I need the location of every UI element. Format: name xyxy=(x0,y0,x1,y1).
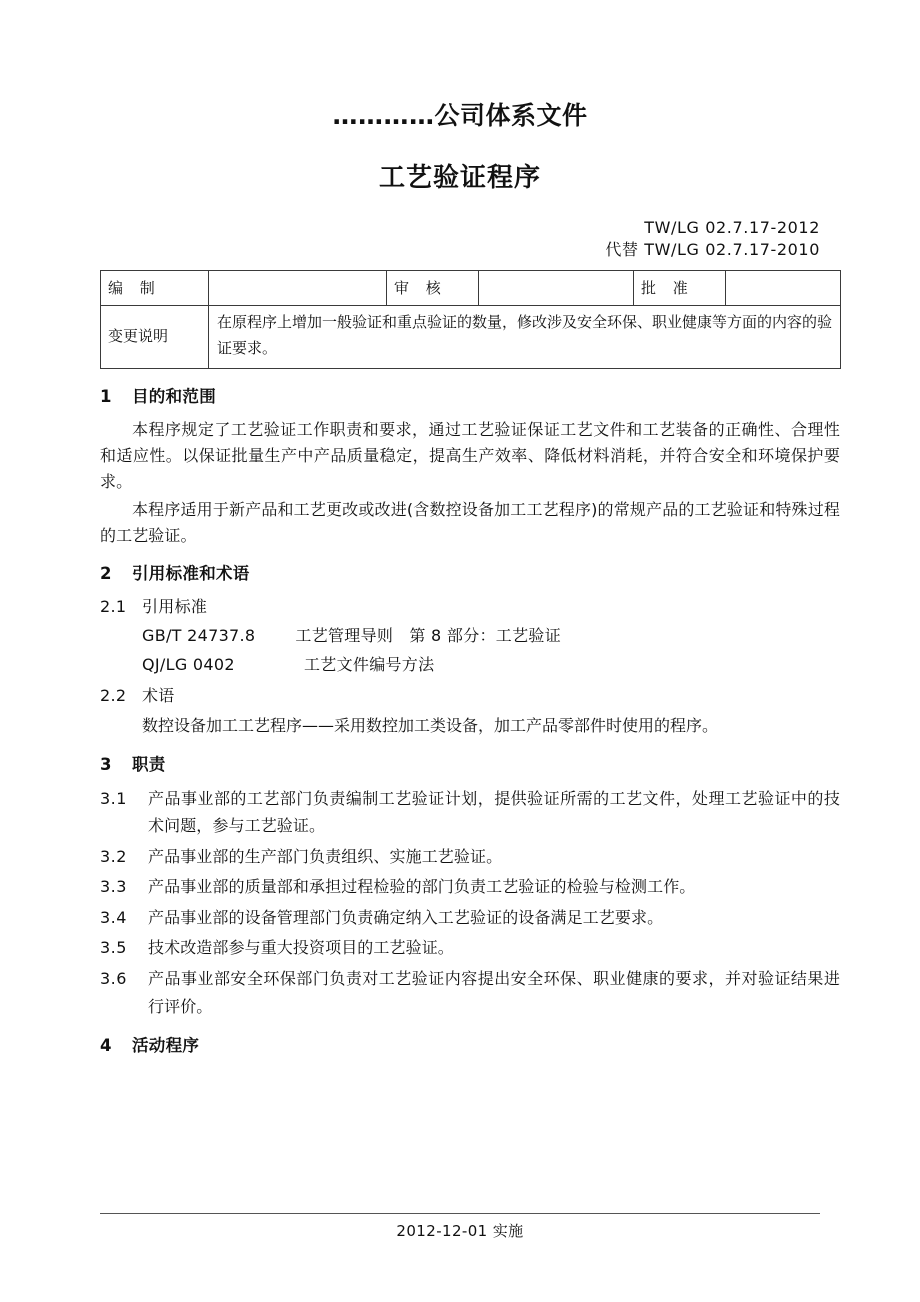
change-note-text: 在原程序上增加一般验证和重点验证的数量，修改涉及安全环保、职业健康等方面的内容的验证要求。 xyxy=(209,306,841,369)
section-number-2: 2 xyxy=(100,564,112,584)
reviewed-by-value[interactable] xyxy=(479,271,634,306)
list-item-index: 3.4 xyxy=(100,907,127,927)
signature-change-table xyxy=(100,270,841,369)
list-item-index: 3.2 xyxy=(100,846,127,866)
reference-standard-1-name: 工艺管理导则 第 8 部分：工艺验证 xyxy=(295,626,562,646)
subsection-title-2-1: 引用标准 xyxy=(142,596,208,616)
section-title-1: 目的和范围 xyxy=(132,386,216,406)
section-number-4: 4 xyxy=(100,1036,112,1056)
list-item xyxy=(100,934,840,962)
list-item-text: 技术改造部参与重大投资项目的工艺验证。 xyxy=(148,938,454,958)
approved-by-label: 批 准 xyxy=(634,271,726,306)
subsection-number-2-1: 2.1 xyxy=(100,596,127,616)
section-title-4: 活动程序 xyxy=(132,1036,200,1056)
document-code-block xyxy=(100,217,820,262)
list-item-text: 产品事业部的工艺部门负责编制工艺验证计划，提供验证所需的工艺文件，处理工艺验证中的技术问题，参与工艺验证。 xyxy=(148,788,840,836)
list-item xyxy=(100,965,840,1020)
page-footer xyxy=(100,1213,820,1243)
subsection-heading-2-2 xyxy=(100,684,840,709)
list-item-text: 产品事业部的生产部门负责组织、实施工艺验证。 xyxy=(148,846,503,866)
table-row-change-note xyxy=(101,306,841,369)
term-definition-1: 数控设备加工工艺程序——采用数控加工类设备，加工产品零部件时使用的程序。 xyxy=(142,715,719,735)
page-title: 工艺验证程序 xyxy=(378,163,541,194)
change-note-label: 变更说明 xyxy=(101,306,209,369)
section-1-paragraph-2: 本程序适用于新产品和工艺更改或改进(含数控设备加工工艺程序)的常规产品的工艺验证和特殊过程的工艺验证。 xyxy=(100,499,840,545)
list-item-index: 3.3 xyxy=(100,877,127,897)
section-heading-2 xyxy=(100,562,840,585)
reference-standard-2-name: 工艺文件编号方法 xyxy=(304,655,435,675)
list-item-index: 3.5 xyxy=(100,938,127,958)
document-code: TW/LG 02.7.17-2012 xyxy=(644,217,820,237)
section-1-paragraph-1: 本程序规定了工艺验证工作职责和要求，通过工艺验证保证工艺文件和工艺装备的正确性、合理性和适应性。以保证批量生产中产品质量稳定，提高生产效率、降低材料消耗，并符合安全和环境保护要求。 xyxy=(100,419,840,491)
list-item xyxy=(100,873,840,901)
reference-standard-2-code: QJ/LG 0402 xyxy=(142,655,235,675)
reference-standard-1 xyxy=(100,623,840,649)
list-item xyxy=(100,843,840,871)
document-header xyxy=(100,0,820,195)
list-item-index: 3.1 xyxy=(100,788,127,808)
subsection-title-2-2: 术语 xyxy=(142,686,175,706)
list-item xyxy=(100,785,840,840)
section-title-3: 职责 xyxy=(132,754,166,774)
list-item-text: 产品事业部的质量部和承担过程检验的部门负责工艺验证的检验与检测工作。 xyxy=(148,877,696,897)
list-item-index: 3.6 xyxy=(100,969,127,988)
reference-standard-1-code: GB/T 24737.8 xyxy=(142,626,256,646)
section-number-1: 1 xyxy=(100,386,112,406)
section-heading-4 xyxy=(100,1034,840,1057)
subsection-heading-2-1 xyxy=(100,595,840,620)
table-row-signatures xyxy=(101,271,841,306)
approved-by-value[interactable] xyxy=(726,271,841,306)
prepared-by-label: 编 制 xyxy=(101,271,209,306)
list-item-text: 产品事业部安全环保部门负责对工艺验证内容提出安全环保、职业健康的要求，并对验证结果进行评价。 xyxy=(148,969,840,1016)
footer-divider xyxy=(100,1213,820,1214)
footer-effective-date: 2012-12-01 实施 xyxy=(396,1221,524,1240)
company-system-file-line: …………公司体系文件 xyxy=(332,101,588,130)
section-title-2: 引用标准和术语 xyxy=(132,564,250,584)
section-heading-1 xyxy=(100,385,840,408)
document-body xyxy=(100,385,840,1057)
subsection-number-2-2: 2.2 xyxy=(100,686,127,706)
list-item-text: 产品事业部的设备管理部门负责确定纳入工艺验证的设备满足工艺要求。 xyxy=(148,907,664,927)
prepared-by-value[interactable] xyxy=(209,271,387,306)
section-heading-3 xyxy=(100,753,840,776)
section-number-3: 3 xyxy=(100,754,112,774)
document-code-replaces: 代替 TW/LG 02.7.17-2010 xyxy=(605,240,820,260)
reference-standard-2 xyxy=(100,652,840,678)
reviewed-by-label: 审 核 xyxy=(387,271,479,306)
list-item xyxy=(100,904,840,932)
